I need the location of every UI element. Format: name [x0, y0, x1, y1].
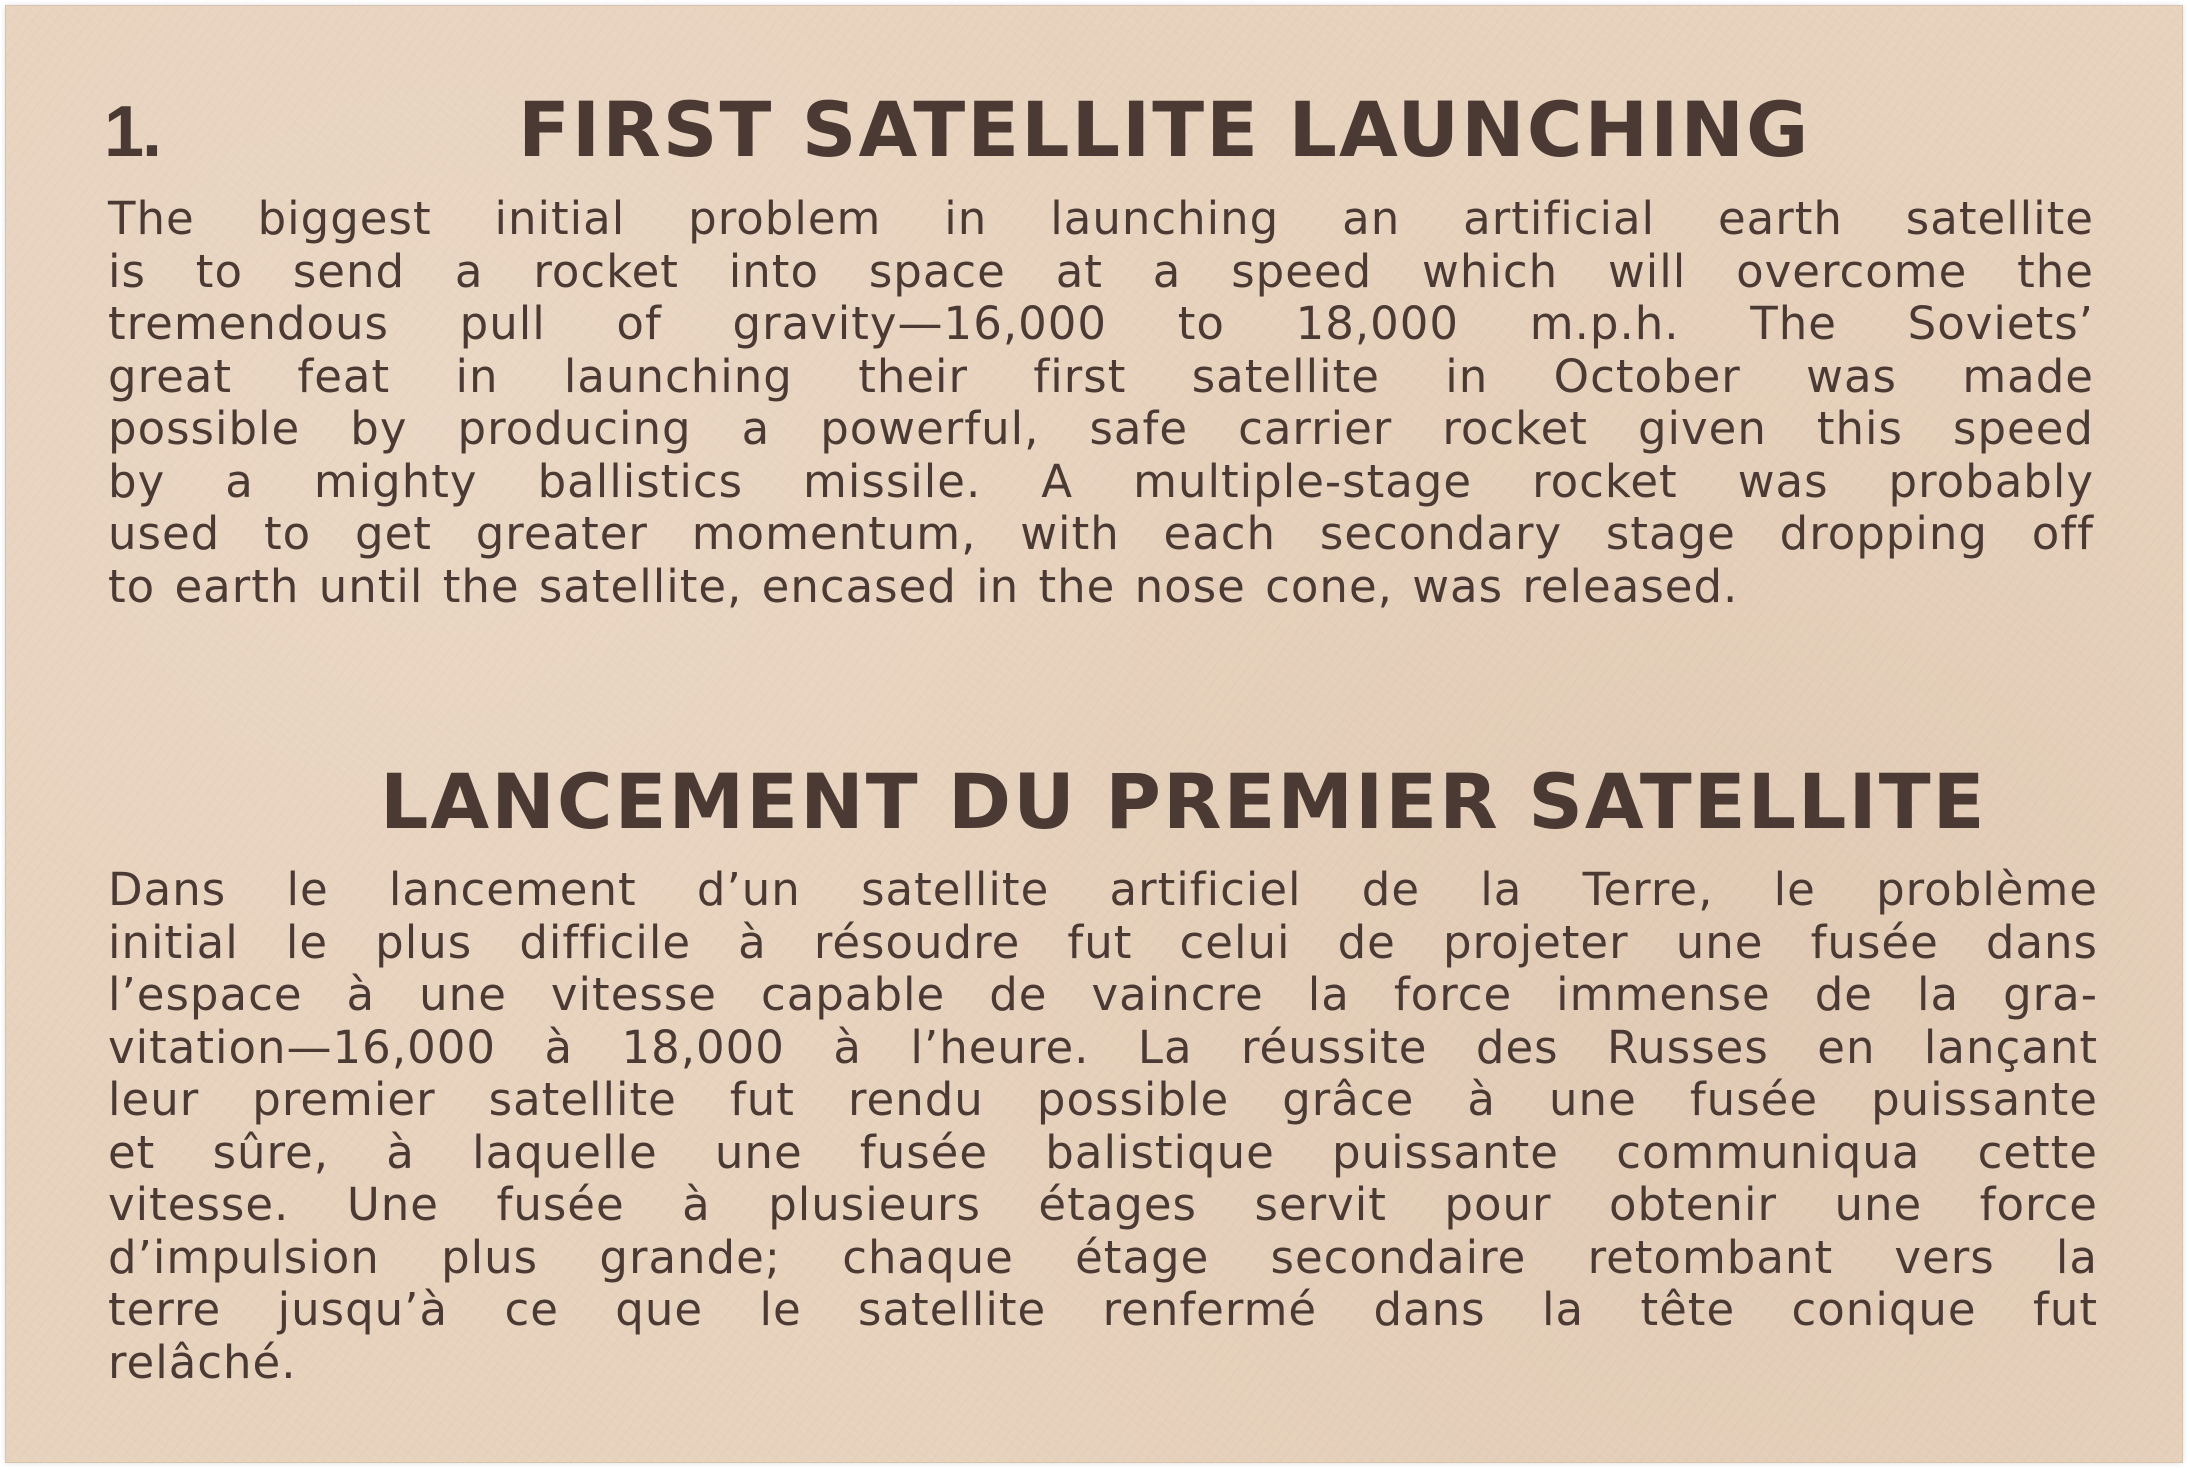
- french-line: leur premier satellite fut rendu possible grâce à une fusée puissante: [108, 1073, 2098, 1126]
- english-line: great feat in launching their first satellite in October was made: [108, 349, 2094, 403]
- english-line: tremendous pull of gravity—16,000 to 18,000 m.p.h. The Soviets’: [108, 297, 2094, 350]
- english-line: is to send a rocket into space at a speed which will overcome the: [108, 244, 2094, 298]
- document-card: [6, 6, 2182, 1462]
- english-line: used to get greater momentum, with each secondary stage dropping off: [108, 507, 2094, 560]
- english-line: possible by producing a powerful, safe carrier rocket given this speed: [108, 402, 2094, 455]
- french-line: relâché.: [108, 1335, 297, 1389]
- french-line: initial le plus difficile à résoudre fut celui de projeter une fusée dans: [108, 915, 2098, 969]
- french-title: LANCEMENT DU PREMIER SATELLITE: [380, 757, 1987, 846]
- card-number: 1.: [104, 92, 161, 172]
- french-paragraph: [108, 864, 2098, 1389]
- english-title: FIRST SATELLITE LAUNCHING: [518, 85, 1811, 174]
- french-line: d’impulsion plus grande; chaque étage secondaire retombant vers la: [108, 1230, 2098, 1284]
- english-line: The biggest initial problem in launching an artificial earth satellite: [108, 192, 2094, 245]
- french-line: Dans le lancement d’un satellite artificiel de la Terre, le problème: [108, 863, 2098, 916]
- french-line: l’espace à une vitesse capable de vaincre la force immense de la gra-: [108, 968, 2098, 1021]
- french-line: terre jusqu’à ce que le satellite renfermé dans la tête conique fut: [108, 1283, 2098, 1336]
- french-line: et sûre, à laquelle une fusée balistique puissante communiqua cette: [108, 1125, 2098, 1179]
- english-line: to earth until the satellite, encased in the nose cone, was released.: [108, 559, 1739, 613]
- english-line: by a mighty ballistics missile. A multiple-stage rocket was probably: [108, 454, 2094, 508]
- english-paragraph: [108, 193, 2094, 613]
- french-line: vitesse. Une fusée à plusieurs étages servit pour obtenir une force: [108, 1178, 2098, 1231]
- french-line: vitation—16,000 à 18,000 à l’heure. La réussite des Russes en lançant: [108, 1020, 2098, 1074]
